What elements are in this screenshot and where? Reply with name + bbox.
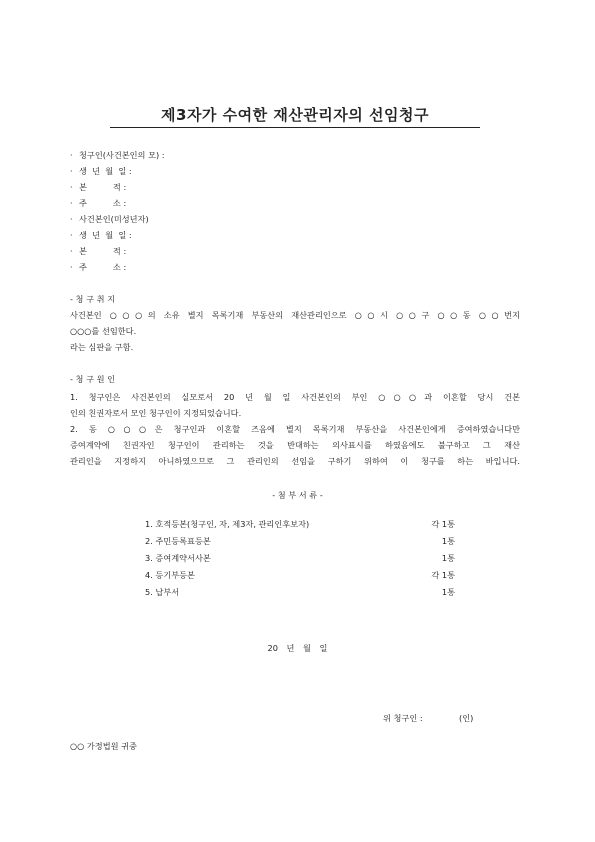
cause-line: 1. 청구인은 사건본인의 실모로서 20 년 월 일 사건본인의 부인 ○○○과 이혼할 당시 건본 — [70, 392, 520, 402]
attachment-qty: 1통 — [441, 536, 455, 546]
purpose-heading: - 청 구 취 지 — [70, 294, 116, 304]
cause-heading: - 청 구 원 인 — [70, 374, 116, 384]
field-subject: · 사건본인(미성년자) — [70, 214, 149, 224]
attachment-qty: 1통 — [441, 553, 455, 563]
attachment-item — [145, 516, 455, 533]
filing-date: 20 년 월 일 — [267, 643, 328, 653]
cause-line: 관리인을 지정하지 아니하였으므로 그 관리인의 선임을 구하기 위하여 이 청구를 하는 바입니다. — [70, 456, 520, 466]
attachment-qty: 각 1통 — [431, 519, 455, 529]
attachment-name: 1. 호적등본(청구인, 자, 제3자, 관리인후보자) — [145, 519, 310, 529]
cause-line: 인의 친권자로서 모인 청구인이 지정되었습니다. — [70, 408, 242, 418]
attachment-item — [145, 567, 455, 584]
document-title: 제3자가 수여한 재산관리자의 선임청구 — [161, 106, 429, 124]
attachment-item — [145, 550, 455, 567]
field-claimant-address: · 주 소 : — [70, 198, 127, 208]
field-subject-birthdate: · 생 년 월 일 : — [70, 230, 132, 240]
cause-line: 2. 동 ○○○은 청구인과 이혼할 즈음에 별지 목록기재 부동산을 사건본인에게 증여하였습니다만 — [70, 424, 520, 434]
attachment-qty: 각 1통 — [431, 570, 455, 580]
attachment-item — [145, 533, 455, 550]
attachment-qty: 1통 — [441, 587, 455, 597]
purpose-line: 라는 심판을 구함. — [70, 342, 134, 352]
purpose-line: ○○○를 선임한다. — [70, 326, 137, 336]
attachments-heading: - 첨 부 서 류 - — [272, 490, 323, 500]
cause-line: 증여계약에 친권자인 청구인이 관리하는 것을 반대하는 의사표시를 하였음에도 불구하고 그 재산 — [70, 440, 520, 450]
claimant-signature-line: 위 청구인 : (인) — [383, 713, 474, 723]
title-underline — [110, 127, 480, 128]
field-subject-domicile: · 본 적 : — [70, 246, 127, 256]
field-claimant-birthdate: · 생 년 월 일 : — [70, 166, 132, 176]
purpose-line: 사건본인 ○○○의 소유 별지 목록기재 부동산의 재산관리인으로 ○○시 ○○구 ○○동 ○○번지 — [70, 310, 520, 320]
attachment-name: 3. 증여계약서사본 — [145, 553, 211, 563]
attachment-item — [145, 584, 455, 601]
attachment-name: 2. 주민등록표등본 — [145, 536, 211, 546]
court-addressee: ○○ 가정법원 귀중 — [70, 741, 137, 751]
field-claimant: · 청구인(사건본인의 모) : — [70, 150, 165, 160]
field-subject-address: · 주 소 : — [70, 262, 127, 272]
attachments-list — [145, 516, 455, 601]
field-claimant-domicile: · 본 적 : — [70, 182, 127, 192]
attachment-name: 4. 등기부등본 — [145, 570, 195, 580]
attachment-name: 5. 납부서 — [145, 587, 180, 597]
